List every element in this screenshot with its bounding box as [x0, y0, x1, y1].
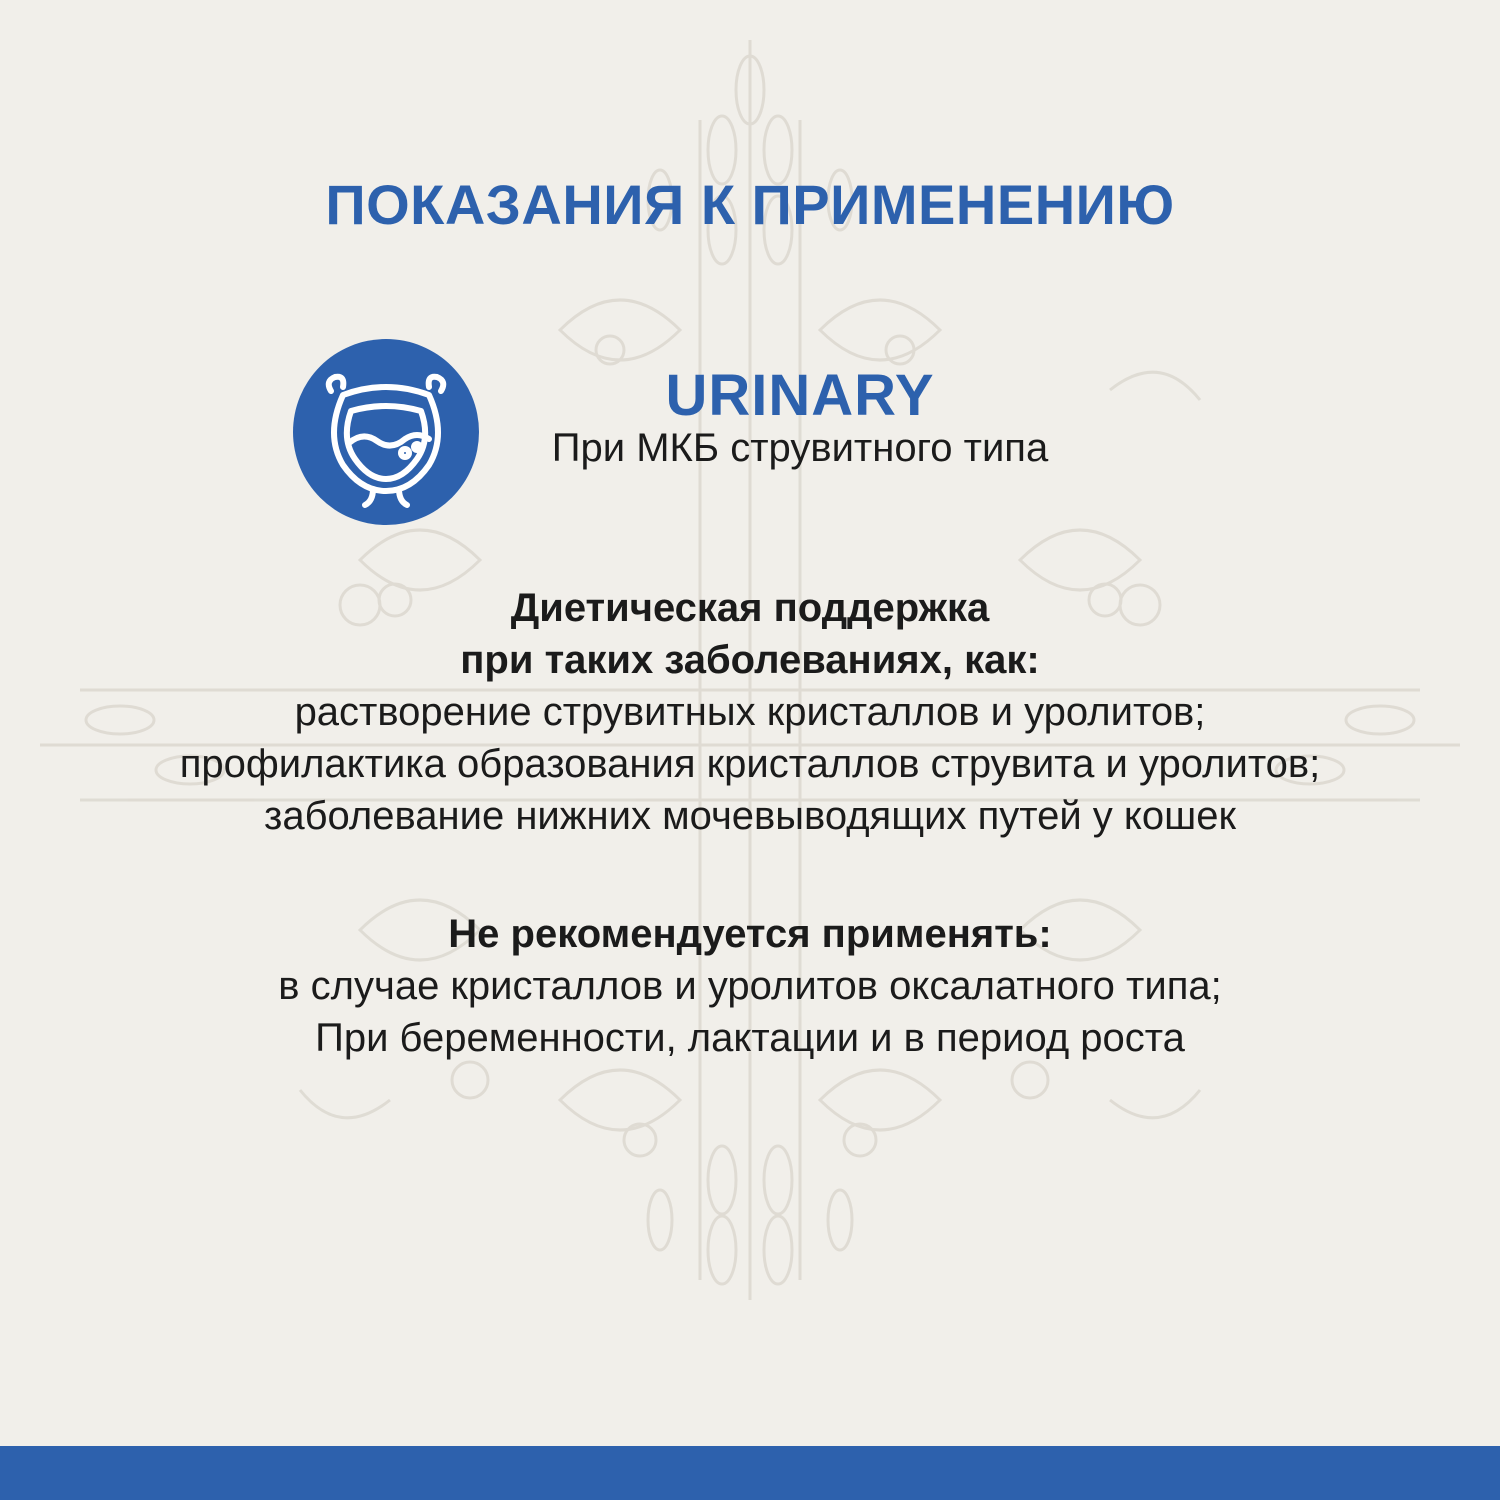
contraindication-item: в случае кристаллов и уролитов оксалатного типа; [278, 964, 1222, 1008]
contraindications-block [0, 908, 1500, 1064]
indications-heading-line2: при таких заболеваниях, как: [460, 638, 1040, 682]
contraindication-item: При беременности, лактации и в период роста [315, 1016, 1185, 1060]
indication-item: заболевание нижних мочевыводящих путей у кошек [264, 794, 1236, 838]
bladder-icon [293, 339, 479, 525]
product-subtitle: При МКБ струвитного типа [551, 426, 1049, 470]
indications-heading-line1: Диетическая поддержка [510, 586, 990, 630]
contraindications-heading: Не рекомендуется применять: [448, 912, 1052, 956]
indication-item: профилактика образования кристаллов струвита и уролитов; [179, 742, 1321, 786]
product-name: URINARY [665, 363, 935, 428]
bottom-accent-bar [0, 1446, 1500, 1500]
product-badge [293, 339, 479, 525]
indication-item: растворение струвитных кристаллов и уролитов; [294, 690, 1206, 734]
page-title: ПОКАЗАНИЯ К ПРИМЕНЕНИЮ [325, 173, 1175, 236]
indications-block [0, 582, 1500, 842]
